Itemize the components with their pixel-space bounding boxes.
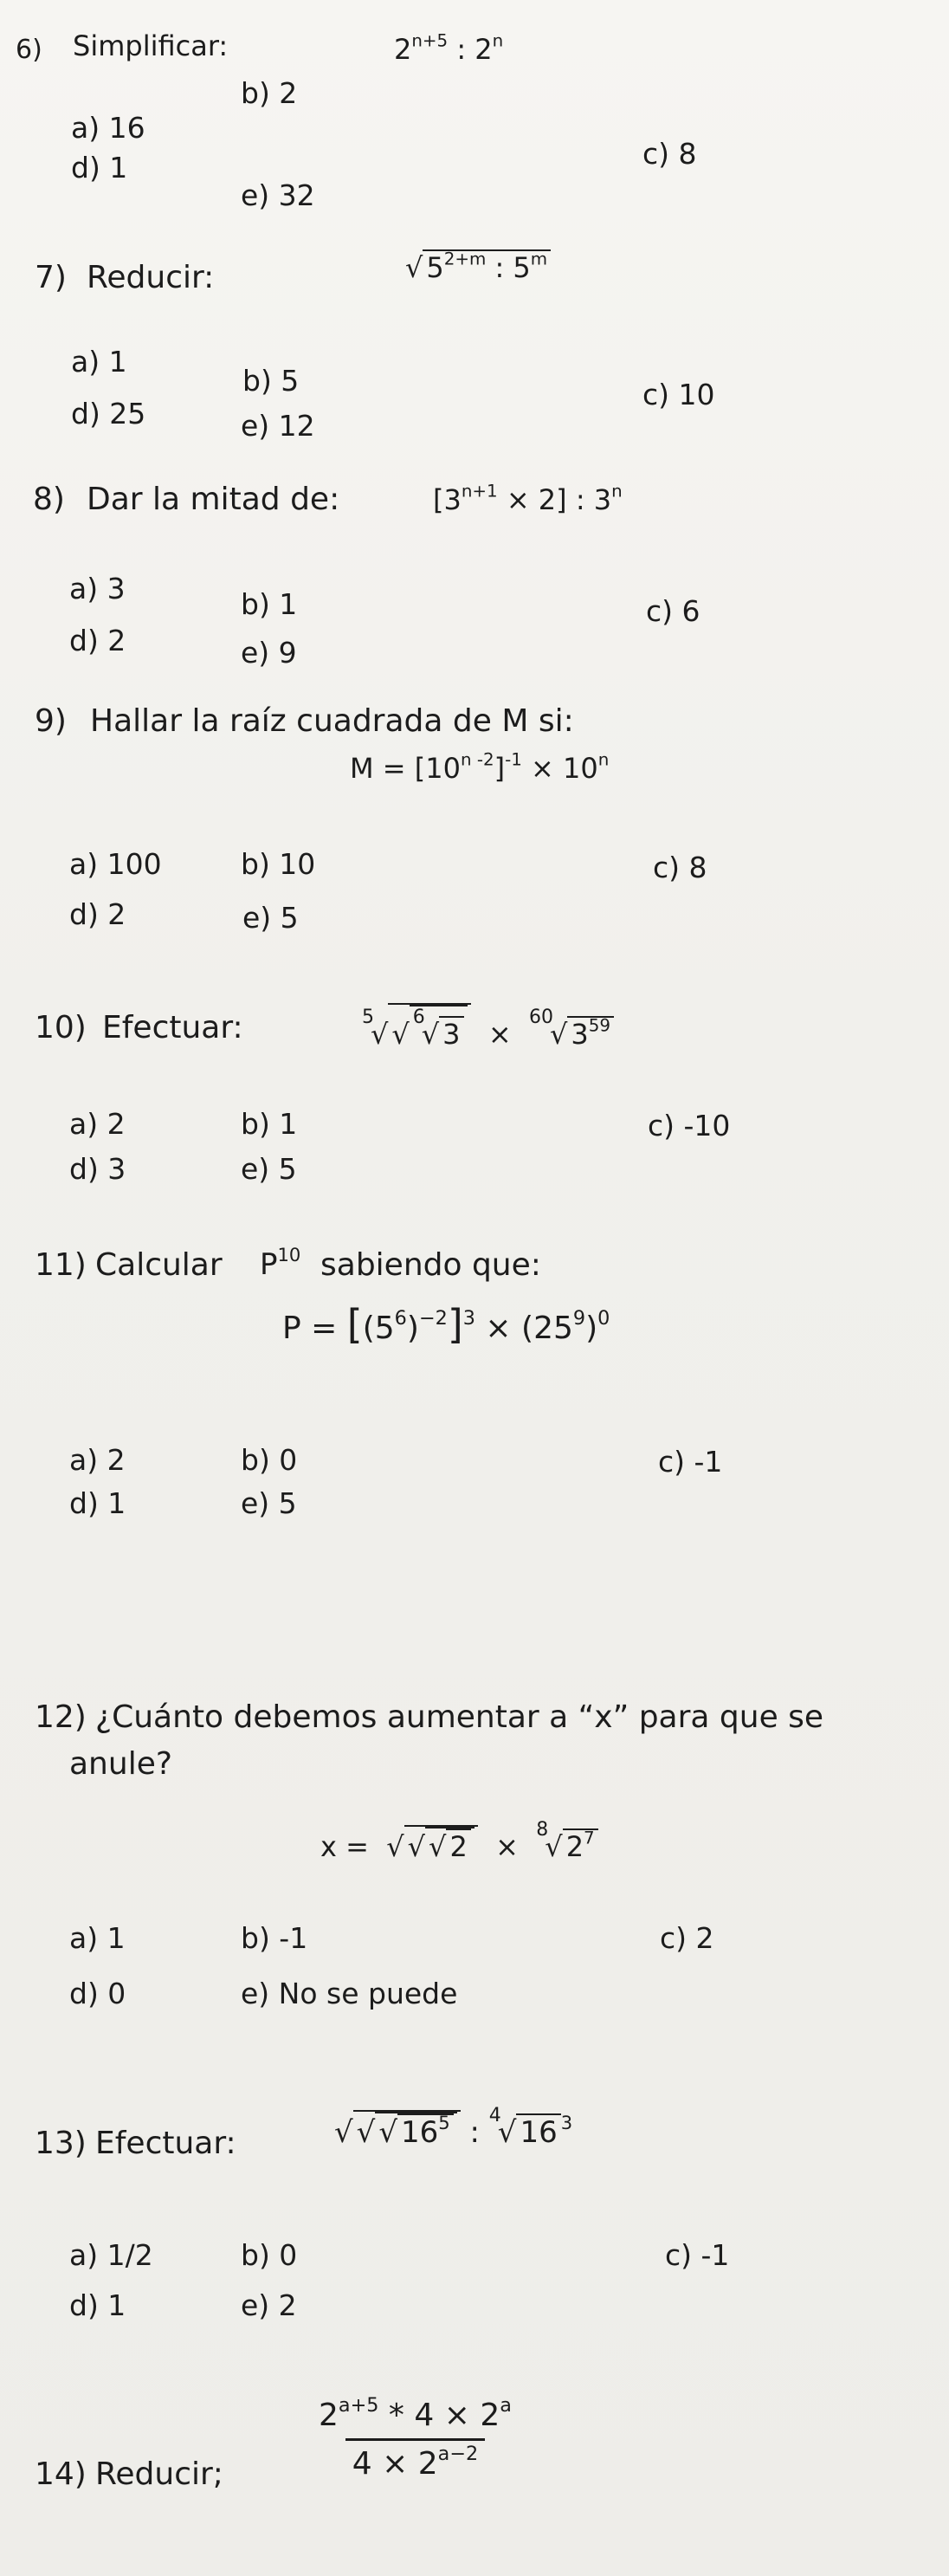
problem-prompt-line2: anule? — [69, 1746, 172, 1782]
option-a: a) 16 — [71, 111, 145, 145]
option-d: d) 1 — [69, 2288, 126, 2322]
option-d: d) 2 — [69, 624, 126, 657]
option-a: a) 1 — [71, 345, 127, 379]
option-e: e) 5 — [241, 1486, 297, 1520]
option-d: d) 2 — [69, 897, 126, 931]
p-power-10: $P^{10}$ — [260, 1243, 301, 1282]
problem-number: 6) — [16, 35, 42, 65]
problem-number: 10) — [35, 1010, 87, 1045]
option-b: b) -1 — [241, 1921, 308, 1955]
option-a: a) 1 — [69, 1921, 126, 1955]
problem-expression: $P = [(5^6)^{-2}]^3 \times (25^9)^0$ — [282, 1301, 610, 1348]
option-e: e) 2 — [241, 2288, 297, 2322]
option-c: c) -10 — [648, 1109, 731, 1142]
option-a: a) 2 — [69, 1107, 126, 1141]
problem-expression: √ $5^{2+m}$ : 5$^m$ — [405, 249, 551, 284]
problem-expression: $M = [10^{n -2}]^{-1} \times 10^n$ — [350, 749, 610, 785]
option-b: b) 0 — [241, 1443, 298, 1477]
problem-expression: $2^{n+5}$ : 2$^n$ — [394, 30, 504, 66]
problem-prompt: Reducir: — [87, 260, 215, 295]
problem-number: 13) — [35, 2126, 87, 2161]
problem-expression: √ √ √ $16^5$ : $^4$√ 16 $^3$ — [334, 2105, 573, 2151]
problem-number: 9) — [35, 703, 67, 739]
option-d: d) 1 — [69, 1486, 126, 1520]
option-c: c) -1 — [665, 2238, 730, 2272]
problem-number: 12) — [35, 1699, 87, 1735]
option-a: a) 100 — [69, 847, 162, 881]
problem-prompt: Dar la mitad de: — [87, 482, 340, 517]
problem-prompt-line1: ¿Cuánto debemos aumentar a “x” para que se — [95, 1699, 824, 1735]
problem-prompt: Hallar la raíz cuadrada de M si: — [90, 703, 574, 739]
option-d: d) 0 — [69, 1977, 126, 2010]
option-b: b) 1 — [241, 587, 298, 621]
option-e: e) 12 — [241, 409, 315, 443]
problem-number: 7) — [35, 260, 67, 295]
option-e: e) 32 — [241, 178, 315, 212]
option-e: e) 5 — [242, 901, 299, 935]
problem-number: 8) — [33, 482, 65, 517]
option-b: b) 10 — [241, 847, 316, 881]
problem-prompt: Efectuar: — [102, 1010, 243, 1045]
option-c: c) -1 — [658, 1445, 723, 1479]
option-a: a) 3 — [69, 572, 126, 605]
option-c: c) 8 — [642, 137, 697, 171]
option-b: b) 0 — [241, 2238, 298, 2272]
option-c: c) 10 — [642, 378, 715, 411]
problem-prompt-start: Calcular — [95, 1247, 223, 1283]
problem-prompt-end: sabiendo que: — [320, 1247, 541, 1283]
problem-expression: $^5$√ √$^6$√ 3 × $^{60}$√ $3^{59}$ — [362, 1003, 614, 1051]
option-d: d) 3 — [69, 1152, 126, 1186]
option-b: b) 2 — [241, 76, 298, 110]
option-a: a) 2 — [69, 1443, 126, 1477]
problem-expression: $\frac{2^{a+5} * 4 \times 2^a}{4 \times 2^{a-2}}$ — [319, 2393, 512, 2482]
option-b: b) 5 — [242, 364, 300, 398]
option-e: e) 9 — [241, 636, 297, 670]
option-e: e) No se puede — [241, 1977, 458, 2010]
problem-prompt: Reducir; — [95, 2456, 223, 2492]
option-d: d) 1 — [71, 151, 128, 184]
problem-prompt: Simplificar: — [73, 29, 229, 62]
problem-number: 11) — [35, 1247, 87, 1283]
option-c: c) 2 — [660, 1921, 714, 1955]
option-c: c) 6 — [646, 594, 700, 628]
problem-expression: $[3^{n+1} \times 2]$ : 3$^n$ — [433, 481, 623, 516]
problem-number: 14) — [35, 2456, 87, 2492]
problem-expression: x = √ √ √ 2 × $^8$√ $2^7$ — [320, 1819, 598, 1863]
option-b: b) 1 — [241, 1107, 298, 1141]
option-e: e) 5 — [241, 1152, 297, 1186]
option-d: d) 25 — [71, 397, 146, 430]
option-c: c) 8 — [653, 851, 707, 884]
option-a: a) 1/2 — [69, 2238, 153, 2272]
problem-prompt: Efectuar: — [95, 2126, 236, 2161]
